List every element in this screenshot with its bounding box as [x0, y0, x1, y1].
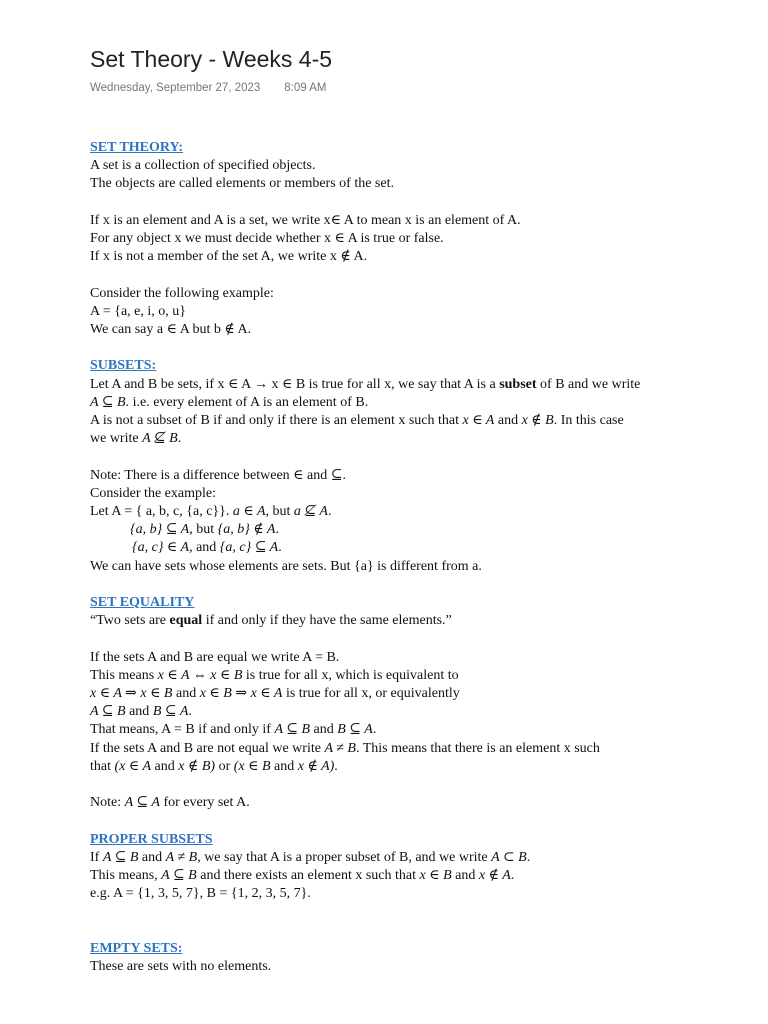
text-run: Let A and B be sets, if x ∈ A → x ∈ B is true for all x, we say that A is a — [90, 376, 500, 392]
text-run: we write — [90, 431, 143, 447]
text-run: and — [138, 849, 166, 865]
math-expression: x ∈ A ⇔ x ∈ B — [157, 667, 243, 683]
text-run: , we say that A is a proper subset of B, and we write — [197, 849, 492, 865]
text-run: of B and we write — [536, 376, 641, 392]
math-expression: x ∉ A — [478, 868, 511, 883]
text-run: and — [151, 758, 179, 774]
text-run: . — [526, 849, 531, 865]
math-expression: a ⊈ A — [293, 504, 328, 519]
text-line — [90, 521, 700, 539]
math-expression: A ⊆ B — [102, 849, 139, 865]
page-title: Set Theory - Weeks 4-5 — [90, 46, 333, 72]
heading-empty-sets: EMPTY SETS: — [90, 940, 183, 956]
math-expression: {a, c} ∈ A, — [132, 540, 193, 556]
text-run: . This means that there is an element x such — [355, 740, 600, 756]
text-line — [90, 667, 700, 685]
text-run: and — [310, 722, 338, 738]
text-run: This means — [90, 667, 158, 683]
text-line: If the sets A and B are equal we write A = B. — [90, 649, 340, 665]
math-expression: B ⊆ A — [152, 704, 189, 720]
math-expression: A ≠ B — [324, 740, 356, 756]
text-line — [90, 612, 700, 630]
math-expression: x ∉ A) — [297, 758, 335, 774]
math-expression: x ∈ B — [419, 868, 452, 883]
text-line: These are sets with no elements. — [90, 959, 272, 974]
text-run: and — [192, 540, 220, 556]
text-run: is true for all x, or equivalently — [282, 686, 460, 701]
text-run: . — [275, 522, 279, 538]
text-run: That means, A = B if and only if — [90, 722, 275, 738]
text-line: A = {a, e, i, o, u} — [90, 303, 186, 319]
text-run: Note: — [90, 795, 125, 811]
text-line — [90, 740, 700, 758]
text-run: . — [188, 704, 192, 720]
heading-set-theory: SET THEORY: — [90, 140, 184, 155]
math-expression: A ≠ B — [165, 849, 198, 865]
math-expression: a ∈ A, — [232, 504, 270, 519]
math-expression: B ⊆ A — [337, 722, 373, 738]
math-expression: {a, c} ⊆ A — [219, 540, 279, 556]
math-expression: A ⊆ B — [90, 394, 126, 410]
text-run: and there exists an element x such that — [196, 868, 420, 883]
text-line — [90, 721, 700, 739]
text-line — [90, 430, 700, 448]
text-run: but — [269, 504, 294, 519]
math-expression: A ⊂ B — [491, 849, 527, 865]
math-expression: A ⊈ B — [142, 431, 178, 447]
text-line: We can say a ∈ A but b ∉ A. — [90, 322, 252, 337]
text-line: e.g. A = {1, 3, 5, 7}, B = {1, 2, 3, 5, 7}. — [90, 886, 311, 902]
math-expression: x ∉ B) — [178, 758, 216, 774]
text-line — [90, 685, 700, 703]
text-run: and — [125, 704, 153, 720]
text-line: Note: There is a difference between ∈ and ⊆. — [90, 467, 346, 483]
text-line: Consider the example: — [90, 485, 216, 501]
text-line: For any object x we must decide whether x ∈ A is true or false. — [90, 231, 444, 246]
math-expression: x ∈ B ⇒ x ∈ A — [199, 686, 283, 701]
text-run: and — [494, 413, 522, 428]
text-line — [90, 394, 700, 412]
math-expression: A ⊆ B — [90, 704, 126, 720]
text-line: We can have sets whose elements are sets. But {a} is different from a. — [90, 558, 482, 574]
text-run: that — [90, 758, 115, 774]
text-run: if and only if they have the same elements.” — [202, 613, 452, 629]
bold-term: equal — [169, 613, 203, 629]
text-run: and — [172, 686, 200, 701]
text-run: “Two sets are — [90, 613, 170, 629]
math-expression: {a, b} ∉ A — [217, 522, 276, 538]
heading-proper-subsets: PROPER SUBSETS — [90, 831, 213, 847]
text-line: If x is an element and A is a set, we write x∈ A to mean x is an element of A. — [90, 212, 521, 228]
text-line — [90, 703, 700, 721]
text-line — [90, 503, 700, 521]
text-run: . — [327, 504, 332, 519]
text-line: The objects are called elements or members of the set. — [90, 176, 394, 192]
math-expression: (x ∈ A — [114, 758, 152, 774]
heading-set-equality: SET EQUALITY — [90, 595, 195, 610]
text-run: . In this case — [553, 413, 624, 428]
text-run: Let A = { a, b, c, {a, c}}. — [90, 504, 233, 519]
math-expression: x ∈ A — [462, 413, 495, 428]
text-run: . — [372, 722, 377, 738]
math-expression: {a, b} ⊆ A — [130, 522, 190, 538]
text-line: Consider the following example: — [90, 285, 274, 301]
page-time: 8:09 AM — [284, 82, 327, 94]
text-run: If the sets A and B are not equal we write — [90, 740, 325, 756]
text-run: A is not a subset of B if and only if there is an element x such that — [90, 413, 463, 428]
text-line: A set is a collection of specified objects. — [90, 158, 316, 174]
math-expression: x ∈ A ⇒ x ∈ B — [90, 686, 173, 701]
note-body — [90, 139, 700, 976]
text-run: If — [90, 849, 103, 865]
text-run: . — [334, 758, 338, 774]
bold-term: subset — [499, 376, 537, 392]
text-run: and — [270, 758, 298, 774]
text-run: . — [177, 431, 182, 447]
text-run: is true for all x, which is equivalent to — [242, 667, 459, 683]
math-expression: x ∉ B — [521, 413, 554, 428]
math-expression: (x ∈ B — [233, 758, 271, 774]
text-run: . — [510, 868, 515, 883]
text-line: If x is not a member of the set A, we write x ∉ A. — [90, 249, 368, 265]
text-line — [90, 758, 700, 776]
text-run: , but — [189, 522, 218, 538]
text-line — [90, 412, 700, 430]
text-line — [90, 376, 700, 394]
text-run: and — [451, 868, 479, 883]
math-expression: A ⊆ A — [124, 795, 160, 811]
text-line — [90, 849, 700, 867]
heading-subsets: SUBSETS: — [90, 358, 157, 374]
text-run: for every set A. — [159, 795, 250, 811]
text-run: . i.e. every element of A is an element of B. — [125, 394, 369, 410]
text-run: or — [215, 758, 234, 774]
page-timestamp — [90, 82, 326, 94]
text-run: This means, — [90, 868, 162, 883]
page-date: Wednesday, September 27, 2023 — [90, 82, 261, 94]
text-line — [90, 539, 700, 557]
text-run: . — [278, 540, 282, 556]
text-line — [90, 794, 700, 812]
math-expression: A ⊆ B — [161, 868, 197, 883]
math-expression: A ⊆ B — [274, 722, 311, 738]
text-line — [90, 867, 700, 885]
